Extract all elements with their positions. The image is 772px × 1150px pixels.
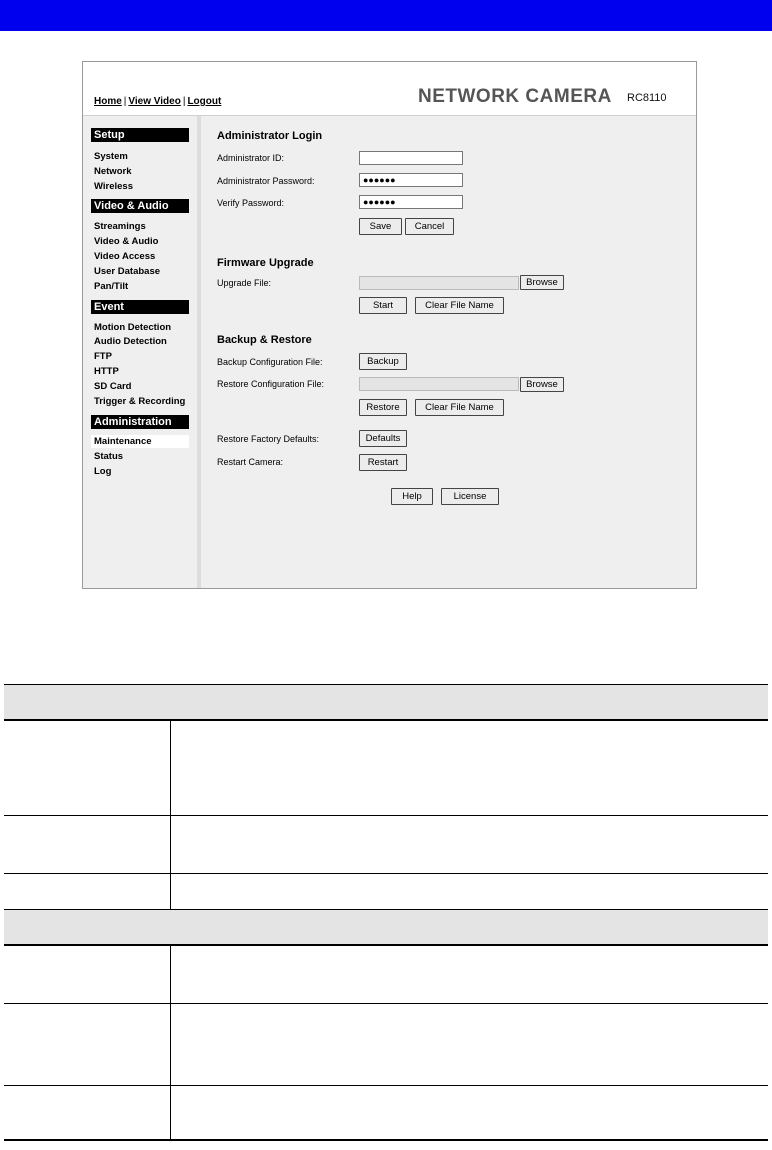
admin-password-label: Administrator Password:	[217, 176, 315, 186]
table-cell-desc	[171, 1086, 769, 1140]
table-cell-desc	[171, 1004, 769, 1086]
sidebar-item-system[interactable]: System	[94, 151, 128, 162]
admin-id-input[interactable]	[359, 151, 463, 165]
restore-clear-file-name-button[interactable]: Clear File Name	[415, 399, 504, 416]
restore-browse-button[interactable]: Browse	[520, 377, 564, 392]
sidebar-section-event: Event	[91, 300, 189, 314]
sidebar-item-http[interactable]: HTTP	[94, 366, 119, 377]
top-color-bar	[0, 0, 772, 31]
table-section-header	[4, 685, 768, 721]
maintenance-panel	[201, 116, 697, 589]
upgrade-file-input[interactable]	[359, 276, 519, 290]
firmware-upgrade-title: Firmware Upgrade	[217, 257, 314, 269]
sidebar-item-motion-detection[interactable]: Motion Detection	[94, 322, 172, 333]
model-number: RC8110	[627, 92, 667, 104]
header-nav: Home | View Video | Logout	[94, 96, 222, 107]
table-cell-desc	[171, 873, 769, 909]
upgrade-file-label: Upgrade File:	[217, 278, 272, 288]
sidebar-item-streamings[interactable]: Streamings	[94, 221, 146, 232]
backup-button[interactable]: Backup	[359, 353, 407, 370]
camera-web-ui-screenshot	[82, 61, 697, 589]
backup-config-label: Backup Configuration File:	[217, 357, 323, 367]
sidebar-item-sd-card[interactable]: SD Card	[94, 381, 132, 392]
logout-link[interactable]: Logout	[187, 96, 222, 107]
sidebar-item-ftp[interactable]: FTP	[94, 351, 112, 362]
firmware-clear-file-name-button[interactable]: Clear File Name	[415, 297, 504, 314]
page-header	[83, 62, 696, 116]
backup-restore-title: Backup & Restore	[217, 334, 312, 346]
help-button[interactable]: Help	[391, 488, 433, 505]
description-table	[4, 684, 768, 1141]
sidebar-item-maintenance[interactable]: Maintenance	[91, 435, 189, 448]
sidebar-item-audio-detection[interactable]: Audio Detection	[94, 336, 167, 347]
table-cell-label	[4, 945, 171, 1004]
admin-login-title: Administrator Login	[217, 130, 323, 142]
license-button[interactable]: License	[441, 488, 499, 505]
admin-password-input[interactable]: ●●●●●●	[359, 173, 463, 187]
sidebar-section-video-audio: Video & Audio	[91, 199, 189, 213]
sidebar-item-status[interactable]: Status	[94, 451, 124, 462]
home-link[interactable]: Home	[94, 96, 122, 107]
sidebar-item-log[interactable]: Log	[94, 466, 112, 477]
sidebar-item-network[interactable]: Network	[94, 166, 132, 177]
sidebar-item-pan-tilt[interactable]: Pan/Tilt	[94, 281, 129, 292]
verify-password-label: Verify Password:	[217, 198, 285, 208]
defaults-button[interactable]: Defaults	[359, 430, 407, 447]
table-cell-label	[4, 1004, 171, 1086]
table-cell-desc	[171, 720, 769, 815]
admin-id-label: Administrator ID:	[217, 153, 285, 163]
sidebar-section-setup: Setup	[91, 128, 189, 142]
start-button[interactable]: Start	[359, 297, 407, 314]
brand-title: NETWORK CAMERA	[418, 86, 612, 107]
restore-button[interactable]: Restore	[359, 399, 407, 416]
table-cell-desc	[171, 945, 769, 1004]
sidebar-item-video-audio[interactable]: Video & Audio	[94, 236, 159, 247]
cancel-button[interactable]: Cancel	[405, 218, 454, 235]
sidebar-item-wireless[interactable]: Wireless	[94, 181, 133, 192]
table-cell-desc	[171, 815, 769, 873]
restore-file-input[interactable]	[359, 377, 519, 391]
restart-camera-label: Restart Camera:	[217, 457, 284, 467]
sidebar-item-video-access[interactable]: Video Access	[94, 251, 156, 262]
sidebar	[83, 116, 201, 589]
restart-button[interactable]: Restart	[359, 454, 407, 471]
save-button[interactable]: Save	[359, 218, 402, 235]
firmware-browse-button[interactable]: Browse	[520, 275, 564, 290]
sidebar-item-user-database[interactable]: User Database	[94, 266, 161, 277]
sidebar-section-administration: Administration	[91, 415, 189, 429]
sidebar-item-trigger-recording[interactable]: Trigger & Recording	[94, 396, 186, 407]
factory-defaults-label: Restore Factory Defaults:	[217, 434, 320, 444]
restore-config-label: Restore Configuration File:	[217, 379, 325, 389]
table-cell-label	[4, 1086, 171, 1140]
table-cell-label	[4, 720, 171, 815]
verify-password-input[interactable]: ●●●●●●	[359, 195, 463, 209]
table-cell-label	[4, 815, 171, 873]
table-section-header	[4, 909, 768, 945]
table-cell-label	[4, 873, 171, 909]
view-video-link[interactable]: View Video	[128, 96, 181, 107]
